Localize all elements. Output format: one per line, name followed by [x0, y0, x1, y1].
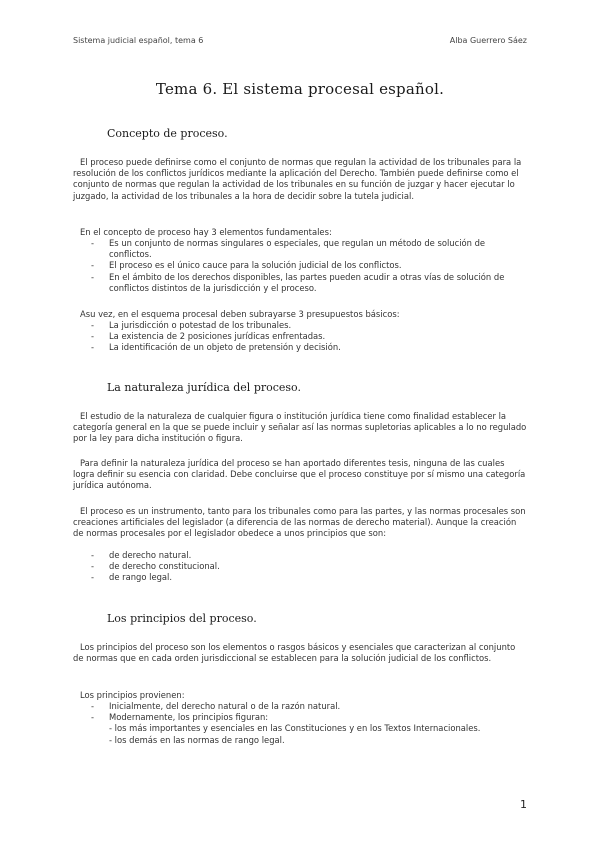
list-item: - de derecho constitucional. [91, 561, 220, 572]
header-right: Alba Guerrero Sáez [449, 36, 527, 45]
paragraph-text: Para definir la naturaleza jurídica del proceso se han aportado diferentes tesis, ninguna de las cuales logra definir su esencia con claridad. Debe concluirse que el proceso constituye por sí mismo una categoría jurídica autónoma. [73, 458, 526, 491]
list-item-text: La identificación de un objeto de pretensión y decisión. [109, 342, 341, 353]
list-item-text: Inicialmente, del derecho natural o de la razón natural. [109, 701, 341, 711]
bullet-list [73, 701, 528, 746]
list-item-text: de derecho constitucional. [109, 561, 220, 572]
paragraph-text: Los principios provienen: [80, 690, 185, 700]
list-item-text: La existencia de 2 posiciones jurídicas enfrentadas. [109, 331, 326, 342]
bullet-list [73, 550, 528, 584]
section-heading-principios: Los principios del proceso. [107, 612, 257, 625]
list-item-text: de derecho natural. [109, 550, 192, 560]
list-item-text: El proceso es el único cauce para la solución judicial de los conflictos. [109, 260, 402, 271]
list-item: - La jurisdicción o potestad de los tribunales. [91, 320, 292, 330]
header-left: Sistema judicial español, tema 6 [73, 36, 204, 45]
paragraph [73, 690, 528, 701]
paragraph [73, 506, 528, 540]
page-title: Tema 6. El sistema procesal español. [155, 80, 445, 98]
paragraph-text: El proceso puede definirse como el conjunto de normas que regulan la actividad de los tribunales para la resolución de los conflictos jurídicos mediante la aplicación del Derecho. También puede definirse como el conjunto de normas que regulan la actividad de los tribunales en su función de juzgar y hacer ejecutar lo juzgado, la actividad de los tribunales a la hora de decidir sobre la tutela judicial. [73, 157, 522, 201]
sub-list-item: - los más importantes y esenciales en las Constituciones y en los Textos Internacionales. [109, 723, 481, 734]
list-item: - Es un conjunto de normas singulares o especiales, que regulan un método de solución de conflictos. [91, 238, 486, 260]
paragraph [73, 157, 528, 202]
paragraph [73, 309, 528, 320]
paragraph-text: El proceso es un instrumento, tanto para los tribunales como para las partes, y las normas procesales son creaciones artificiales del legislador (a diferencia de las normas de derecho material). Aunque la creación de normas procesales por el legislador obedece a unos principios que son: [73, 506, 526, 539]
sub-list-item: - los demás en las normas de rango legal. [109, 734, 285, 745]
list-item: - de rango legal. [91, 572, 173, 583]
list-item: - La identificación de un objeto de pretensión y decisión. [91, 342, 341, 353]
paragraph-text: Asu vez, en el esquema procesal deben subrayarse 3 presupuestos básicos: [80, 309, 400, 319]
list-item: - En el ámbito de los derechos disponibles, las partes pueden acudir a otras vías de solución de conflictos distintos de la jurisdicción y el proceso. [91, 271, 505, 293]
section-heading-concepto: Concepto de proceso. [107, 127, 228, 140]
list-item: - Modernamente, los principios figuran: - los más importantes y esenciales en las Constituciones y en los Textos Internacionales. - los demás en las normas de rango legal. [73, 712, 528, 746]
list-item-text: Modernamente, los principios figuran: [109, 712, 269, 723]
list-item-text: de rango legal. [109, 572, 173, 583]
paragraph [73, 642, 528, 664]
bullet-list [73, 320, 528, 354]
bullet-list [73, 238, 528, 294]
paragraph [73, 227, 528, 238]
list-item: - de derecho natural. [91, 550, 192, 560]
list-item-text: La jurisdicción o potestad de los tribunales. [109, 320, 292, 330]
paragraph [73, 411, 528, 445]
paragraph [73, 458, 528, 492]
paragraph-text: Los principios del proceso son los elementos o rasgos básicos y esenciales que caracterizan al conjunto de normas que en cada orden jurisdiccional se establecen para la solución judicial de los conflictos. [73, 642, 516, 664]
paragraph-text: En el concepto de proceso hay 3 elementos fundamentales: [80, 227, 332, 237]
page-number: 1 [520, 798, 527, 811]
list-item-text: En el ámbito de los derechos disponibles, las partes pueden acudir a otras vías de solución de conflictos distintos de la jurisdicción y el proceso. [109, 271, 505, 293]
list-item: - El proceso es el único cauce para la solución judicial de los conflictos. [91, 260, 402, 271]
list-item: - La existencia de 2 posiciones jurídicas enfrentadas. [91, 331, 326, 342]
paragraph-text: El estudio de la naturaleza de cualquier figura o institución jurídica tiene como finalidad establecer la categoría general en la que se puede incluir y señalar así las normas supletorias aplicables a lo no regulado por la ley para dicha institución o figura. [73, 411, 527, 444]
section-heading-naturaleza: La naturaleza jurídica del proceso. [107, 381, 301, 394]
list-item: - Inicialmente, del derecho natural o de la razón natural. [91, 701, 341, 711]
list-item-text: Es un conjunto de normas singulares o especiales, que regulan un método de solución de conflictos. [109, 238, 486, 260]
